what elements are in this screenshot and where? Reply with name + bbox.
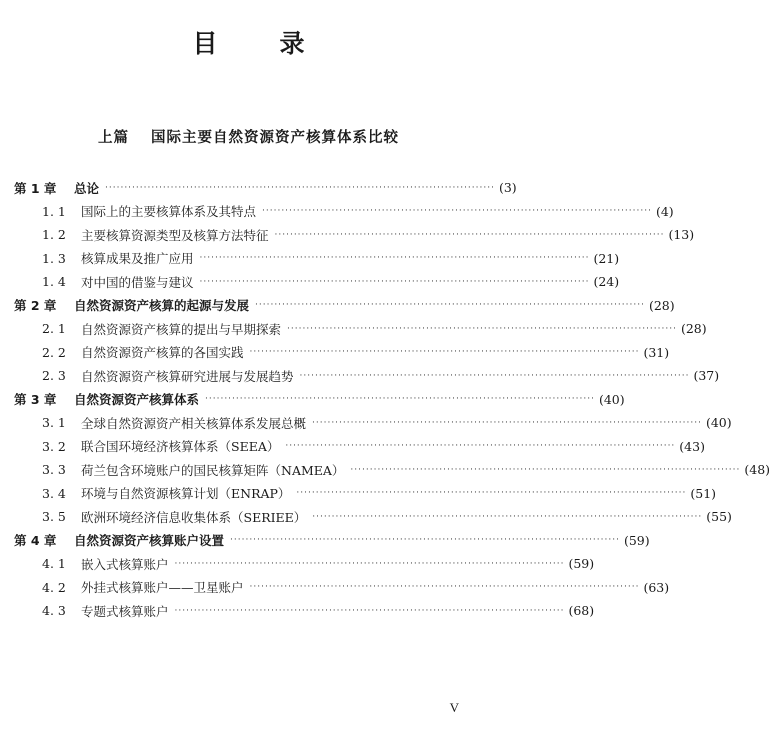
page-title <box>0 24 497 60</box>
toc-entry-number: 4. 3 <box>42 603 66 619</box>
table-of-contents <box>14 176 770 623</box>
toc-entry-number: 3. 3 <box>42 462 66 478</box>
toc-entry-page: (55) <box>706 509 732 525</box>
toc-chapter-row[interactable] <box>14 388 625 412</box>
toc-leader-dots: ····································································································· <box>274 229 665 240</box>
toc-entry-title: 全球自然资源资产相关核算体系发展总概 <box>81 415 307 431</box>
toc-entry-title: 环境与自然资源核算计划（ENRAP） <box>81 486 291 502</box>
toc-leader-dots: ····································································································· <box>287 323 677 334</box>
toc-section-row[interactable] <box>14 317 707 341</box>
toc-section-row[interactable] <box>14 435 705 459</box>
page-title-char-1: 目 <box>192 29 218 58</box>
toc-entry-page: (51) <box>690 485 717 501</box>
toc-section-row[interactable] <box>14 411 732 435</box>
toc-entry-page: (68) <box>568 603 595 619</box>
toc-entry-title: 外挂式核算账户——卫星账户 <box>81 580 244 596</box>
toc-entry-number: 2. 3 <box>42 368 66 384</box>
toc-leader-dots: ····································································································· <box>312 417 702 428</box>
toc-entry-number: 4. 2 <box>42 579 66 595</box>
toc-leader-dots: ····································································································· <box>249 582 640 593</box>
toc-entry-title: 对中国的借鉴与建议 <box>81 274 194 290</box>
toc-entry-page: (3) <box>498 180 517 196</box>
toc-entry-number: 4. 1 <box>42 556 66 572</box>
part-title: 国际主要自然资源资产核算体系比较 <box>151 129 399 146</box>
toc-section-row[interactable] <box>14 223 695 247</box>
toc-entry-title: 自然资源资产核算研究进展与发展趋势 <box>81 368 294 384</box>
toc-leader-dots: ····································································································· <box>285 441 676 452</box>
toc-entry-page: (48) <box>744 462 770 478</box>
toc-leader-dots: ····································································································· <box>205 394 595 405</box>
toc-entry-number: 2. 2 <box>42 344 66 360</box>
toc-leader-dots: ····································································································· <box>262 206 652 217</box>
toc-entry-page: (40) <box>705 415 732 431</box>
toc-entry-title: 自然资源资产核算的起源与发展 <box>74 298 250 314</box>
toc-leader-dots: ····································································································· <box>350 464 741 475</box>
toc-entry-number: 3. 4 <box>42 485 66 501</box>
toc-chapter-row[interactable] <box>14 529 650 553</box>
toc-entry-page: (63) <box>643 579 670 595</box>
toc-section-row[interactable] <box>14 458 770 482</box>
toc-entry-title: 总论 <box>74 180 100 196</box>
toc-entry-title: 荷兰包含环境账户的国民核算矩阵（NAMEA） <box>81 462 345 478</box>
toc-entry-number: 第 2 章 <box>14 298 57 314</box>
toc-entry-title: 自然资源资产核算的提出与早期探索 <box>81 321 282 337</box>
toc-entry-number: 3. 1 <box>42 415 66 431</box>
toc-entry-title: 国际上的主要核算体系及其特点 <box>81 204 257 220</box>
toc-section-row[interactable] <box>14 341 670 365</box>
toc-entry-number: 1. 1 <box>42 203 66 219</box>
toc-entry-title: 核算成果及推广应用 <box>81 251 194 267</box>
toc-section-row[interactable] <box>14 364 720 388</box>
toc-leader-dots: ····································································································· <box>299 370 690 381</box>
toc-entry-number: 1. 3 <box>42 250 66 266</box>
toc-entry-page: (40) <box>598 391 625 407</box>
page-number: V <box>449 700 459 715</box>
toc-section-row[interactable] <box>14 270 620 294</box>
toc-entry-title: 自然资源资产核算账户设置 <box>74 533 225 549</box>
toc-section-row[interactable] <box>14 552 595 576</box>
toc-entry-page: (24) <box>593 274 620 290</box>
toc-entry-title: 自然资源资产核算体系 <box>74 392 200 408</box>
toc-chapter-row[interactable] <box>14 176 517 200</box>
toc-entry-number: 第 4 章 <box>14 533 57 549</box>
toc-entry-title: 嵌入式核算账户 <box>81 556 169 572</box>
toc-leader-dots: ····································································································· <box>312 511 703 522</box>
toc-entry-number: 第 1 章 <box>14 180 57 196</box>
toc-chapter-row[interactable] <box>14 294 675 318</box>
toc-entry-page: (43) <box>679 438 705 454</box>
toc-entry-title: 专题式核算账户 <box>81 603 169 619</box>
toc-leader-dots: ····································································································· <box>105 182 495 193</box>
toc-entry-title: 自然资源资产核算的各国实践 <box>81 345 244 361</box>
toc-leader-dots: ····································································································· <box>230 535 620 546</box>
toc-leader-dots: ····································································································· <box>199 276 590 287</box>
toc-entry-page: (21) <box>593 250 620 266</box>
toc-section-row[interactable] <box>14 482 717 506</box>
toc-leader-dots: ····································································································· <box>296 488 687 499</box>
toc-section-row[interactable] <box>14 200 674 224</box>
toc-section-row[interactable] <box>14 505 732 529</box>
toc-leader-dots: ····································································································· <box>199 253 590 264</box>
part-label: 上篇 <box>98 129 129 146</box>
toc-entry-number: 3. 5 <box>42 509 66 525</box>
toc-entry-page: (13) <box>668 227 695 243</box>
toc-entry-number: 1. 2 <box>42 227 66 243</box>
toc-entry-number: 第 3 章 <box>14 392 57 408</box>
toc-leader-dots: ····································································································· <box>174 605 565 616</box>
toc-entry-number: 3. 2 <box>42 438 66 454</box>
toc-leader-dots: ····································································································· <box>249 347 640 358</box>
toc-entry-title: 联合国环境经济核算体系（SEEA） <box>81 439 280 455</box>
toc-entry-page: (59) <box>623 532 650 548</box>
toc-leader-dots: ····································································································· <box>255 300 645 311</box>
toc-entry-title: 欧洲环境经济信息收集体系（SERIEE） <box>81 509 307 525</box>
toc-section-row[interactable] <box>14 247 620 271</box>
toc-entry-number: 2. 1 <box>42 321 66 337</box>
toc-section-row[interactable] <box>14 599 595 623</box>
page-title-char-2: 录 <box>279 29 305 58</box>
toc-entry-page: (28) <box>680 321 707 337</box>
toc-entry-title: 主要核算资源类型及核算方法特征 <box>81 227 269 243</box>
toc-entry-page: (4) <box>655 203 674 219</box>
toc-leader-dots: ····································································································· <box>174 558 565 569</box>
toc-entry-number: 1. 4 <box>42 274 66 290</box>
toc-entry-page: (31) <box>643 344 670 360</box>
toc-section-row[interactable] <box>14 576 670 600</box>
part-heading <box>0 126 497 147</box>
toc-entry-page: (59) <box>568 556 595 572</box>
toc-entry-page: (37) <box>693 368 720 384</box>
toc-entry-page: (28) <box>648 297 675 313</box>
